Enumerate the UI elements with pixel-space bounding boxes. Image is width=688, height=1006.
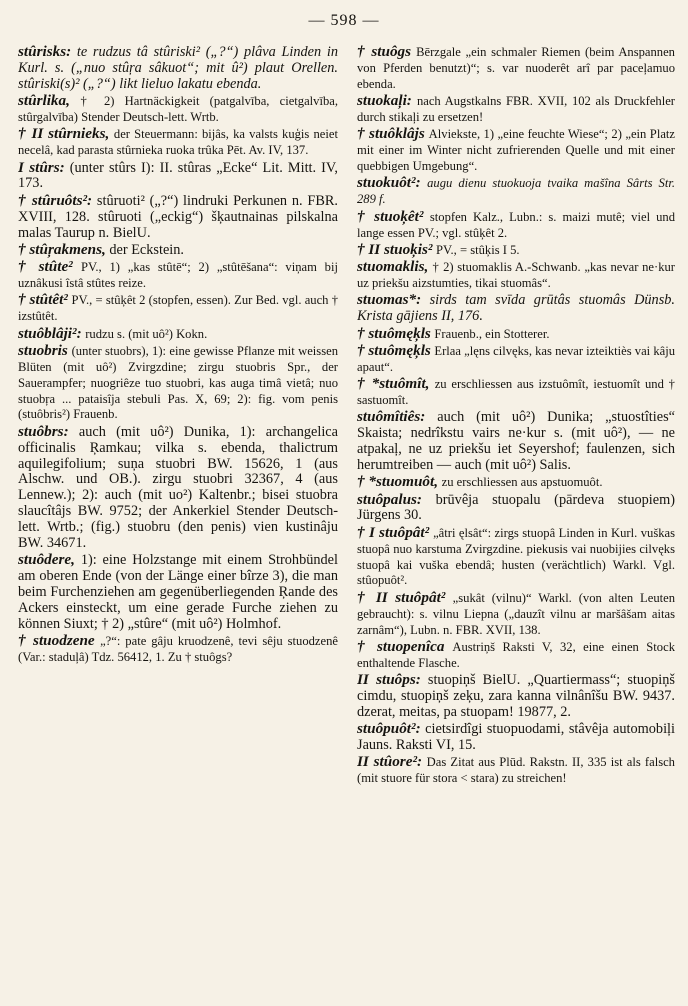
dictionary-entry: [18, 242, 338, 259]
headword: † stuopenîca: [357, 637, 445, 655]
dictionary-entry: [18, 292, 338, 325]
headword: stuomas*:: [357, 291, 422, 309]
dictionary-entry: [18, 193, 338, 242]
entry-body: PV., = stûķêt 2 (stopfen, essen). Zur Bed. vgl. auch † izstûtêt.: [18, 293, 338, 324]
dictionary-entry: [18, 424, 338, 552]
entry-body: PV., = stûķis I 5.: [436, 242, 520, 257]
dictionary-entry: [18, 44, 338, 93]
entry-body: Das Zitat aus Plūd. Rakstn. II, 335 ist als falsch (mit stuore für stora < stara) zu streichen!: [357, 755, 675, 786]
entry-body: „?“: pate gâju kruodzenê, tevi sêju stuodzenê (Var.: staduļâ) Tdz. 56412, 1. Zu † stuôgs?: [18, 634, 338, 665]
headword: † I stuôpât²: [357, 523, 430, 541]
dictionary-entry: [357, 409, 675, 474]
entry-body: zu erschliessen aus izstuômît, iestuomît und † sastuomît.: [357, 377, 675, 407]
dictionary-entry: [357, 525, 675, 590]
headword: † II stûrnieks,: [18, 125, 110, 143]
headword: II stuôps:: [357, 671, 421, 689]
entry-body: † 2) Hartnäckigkeit (patgalvība, cietgalvība, stûrgalvība) Stender Deutsch-lett. Wrtb.: [18, 94, 338, 125]
headword: stûrlika,: [18, 92, 70, 110]
headword: I stûrs:: [18, 158, 65, 176]
entry-body: stûruoti² („?“) lindruki Perkunen n. FBR. XVIII, 128. stûruoti („eckig“) šķautnainas pilskalna malas Taurup n. BielU.: [18, 192, 338, 241]
entry-body: „âtri ęlsât“: zirgs stuopâ Linden in Kurl. vuškas stuopâ nuo karstuma Zvirgzdine. piekusis vai nuobijies cilvęks stuopâ kai vuška ebendâ; husten (verächtlich) Warkl. Vgl. stûopuôt².: [357, 525, 675, 588]
headword: † stuôgs: [357, 44, 412, 60]
dictionary-entry: [357, 474, 675, 491]
dictionary-entry: [18, 326, 338, 343]
headword: stuobris: [18, 341, 68, 359]
entry-body: augu dienu stuokuoja tvaika mašîna Sârts Str. 289 f.: [357, 176, 675, 207]
headword: † II stuoķis²: [357, 240, 433, 258]
entry-body: sirds tam svīda grūtâs stuomâs Dünsb. Krista gājiens II, 176.: [357, 292, 675, 325]
entry-body: nach Augstkalns FBR. XVII, 102 als Druckfehler durch stikaļi zu ersetzen!: [357, 94, 675, 125]
dictionary-entry: [18, 343, 338, 424]
entry-body: Erlaa „lęns cilvęks, kas nevar izteiktiès vai kâju apaut“.: [357, 343, 675, 374]
entry-body: PV., 1) „kas stûtē“; 2) „stûtēšana“: viņam bij uznâkusi îstâ stûtes reize.: [18, 260, 338, 291]
page-number: — 598 —: [308, 12, 380, 29]
entry-body: stuopiņš BielU. „Quartiermass“; stuopiņš cimdu, stuopiņš zeķu, zara kanna vilnânîšu BW. 9437. dzerat, meitas, pa stuopam! 19877, 2.: [357, 672, 675, 720]
dictionary-entry: [18, 126, 338, 159]
dictionary-entry: [18, 160, 338, 193]
entry-body: rudzu s. (mit uô²) Kokn.: [85, 326, 208, 341]
entry-body: Frauenb., ein Stotterer.: [434, 326, 550, 341]
headword: stuôblâji²:: [18, 324, 82, 342]
dictionary-entry: [357, 175, 675, 208]
headword: stuôpuôt²:: [357, 720, 421, 738]
dictionary-entry: [357, 93, 675, 126]
headword: † *stuomuôt,: [357, 473, 439, 491]
dictionary-entry: [357, 639, 675, 672]
headword: stuokuôt²:: [357, 174, 421, 192]
dictionary-entry: [18, 259, 338, 292]
headword: † stuoķêt²: [357, 207, 424, 225]
headword: stuôbrs:: [18, 422, 69, 440]
dictionary-entry: [357, 343, 675, 376]
headword: † stuômęķls: [357, 324, 431, 342]
headword: † stûruôts²:: [18, 191, 93, 209]
entry-body: „sukât (vilnu)“ Warkl. (von alten Leuten gebraucht): s. vilnu Liepna („dauzît vilnu ar maršâšam aitas zarnâm“), Lubn. n. FBR. XVII, 138.: [357, 590, 675, 637]
dictionary-entry: [357, 376, 675, 409]
headword: † stuodzene: [18, 632, 95, 650]
dictionary-entry: [357, 754, 675, 787]
headword: stuokaļi:: [357, 92, 412, 110]
headword: † II stuôpât²: [357, 588, 446, 606]
dictionary-entry: [357, 259, 675, 292]
headword: stuômîtiês:: [357, 408, 426, 426]
entry-body: Austriņš Raksti V, 32, eine einen Stock enthaltende Flasche.: [357, 639, 675, 670]
dictionary-entry: [357, 672, 675, 721]
entry-body: (unter stûrs I): II. stûras „Ecke“ Lit. Mitt. IV, 173.: [18, 159, 338, 192]
headword: † *stuômît,: [357, 375, 430, 393]
headword: II stûore²:: [357, 753, 423, 771]
entry-body: stopfen Kalz., Lubn.: s. maizi mutê; viel und lange essen PV.; vgl. stûķêt 2.: [357, 209, 675, 240]
dictionary-entry: [357, 326, 675, 343]
entry-body: cietsirdîgi stuopuodami, stâvêja automobiļi Jauns. Raksti VI, 15.: [357, 721, 675, 754]
left-column: [18, 44, 338, 996]
dictionary-entry: [357, 242, 675, 259]
entry-body: Alviekste, 1) „eine feuchte Wiese“; 2) „ein Platz mit einer im Winter nicht zufrierenden Quelle und mit einer quebbigen Umgebung“.: [357, 127, 675, 174]
dictionary-entry: [18, 93, 338, 126]
dictionary-entry: [357, 492, 675, 525]
headword: stuomaklis,: [357, 258, 429, 276]
headword: stuôdere,: [18, 551, 75, 569]
entry-body: der Eckstein.: [109, 241, 184, 258]
dictionary-entry: [357, 126, 675, 175]
dictionary-entry: [357, 292, 675, 325]
headword: stuôpalus:: [357, 490, 422, 508]
entry-body: der Steuermann: bijâs, ka valsts kuģis neiet necelâ, kad parasta stûrnieka ruoka trûka Pēt. Av. IV, 137.: [18, 127, 338, 158]
entry-body: 1): eine Holzstange mit einem Strohbündel am oberen Ende (von der Länge einer bîrze 3), die man beim Furchenziehen am gegenüberliegenden Ŗande des Ackers einsteckt, um eine gerade Furche ziehen zu können Siuxt; † 2) „stûre“ (mit uô²) Holmhof.: [18, 552, 338, 633]
headword: † stûtêt²: [18, 291, 68, 309]
headword: † stûte²: [18, 258, 73, 276]
entry-body: (unter stuobrs), 1): eine gewisse Pflanze mit weissen Blüten (mit uô²) Zvirgzdine; zirgu stuobris Spr., der Sauerampfer; nuogriêze tuo stuobri, kas auga timâ vietâ; nuo stuobŗa ... pataisîja stebuli Pas. X, 69; 2): fig. vom penis (stuôbris²) Frauenb.: [18, 343, 338, 422]
entry-body: auch (mit uô²) Dunika, 1): archangelica officinalis Ŗamkau; vilka s. ebenda, thalictrum aquilegifolium; suņa stuobri BW. 15626, 1 (aus Alschw. und OB.). zirgu stuobri 32367, 4 (aus Lennew.); 2): auch (mit uo²) Kaltenbr.; bisei stuobra slaucîtâjs BW. 9752; der Ankerkiel Stender Deutsch-lett. Wrtb.; (fig.) stuobru (den penis) vien kustinâju BW. 34671.: [18, 423, 338, 552]
headword: † stuômęķls: [357, 341, 431, 359]
entry-body: Bērzgale „ein schmaler Riemen (beim Anspannen von Pferden benutzt)“; s. var nuoderêt arî par paceļamuo ebenda.: [357, 45, 675, 91]
headword: stûrisks:: [18, 44, 72, 60]
entry-body: zu erschliessen aus apstuomuôt.: [441, 475, 603, 490]
dictionary-entry: [357, 209, 675, 242]
entry-body: te rudzus tâ stûriski² („?“) plâva Linden in Kurl. s. („nuo stûŗa sâkuot“; mit û²) plaut Orellen. stûriski(s)² („?“) likt lieluo lakatu ebenda.: [18, 44, 338, 92]
entry-body: auch (mit uô²) Dunika; „stuostîties“ Skaista; nedrîkstu vairs ne·kur s. (mit uô²), — ne atpakaļ, ne uz priekšu iet Seyershof; faulenzen, sich herumtreiben — auch (mit uô²) Salis.: [357, 409, 675, 473]
dictionary-entry: [18, 552, 338, 633]
dictionary-entry: [357, 44, 675, 93]
headword: † stuôklâjs: [357, 125, 425, 143]
right-column: [357, 44, 675, 996]
entry-body: brūvêja stuopalu (pārdeva stuopiem) Jürgens 30.: [357, 491, 675, 524]
dictionary-entry: [357, 721, 675, 754]
entry-body: † 2) stuomaklis A.-Schwanb. „kas nevar ne·kur uz priekšu aizstumties, tikai stuomâs“.: [357, 260, 675, 291]
dictionary-entry: [357, 590, 675, 639]
dictionary-entry: [18, 633, 338, 666]
headword: † stûŗakmens,: [18, 240, 106, 258]
